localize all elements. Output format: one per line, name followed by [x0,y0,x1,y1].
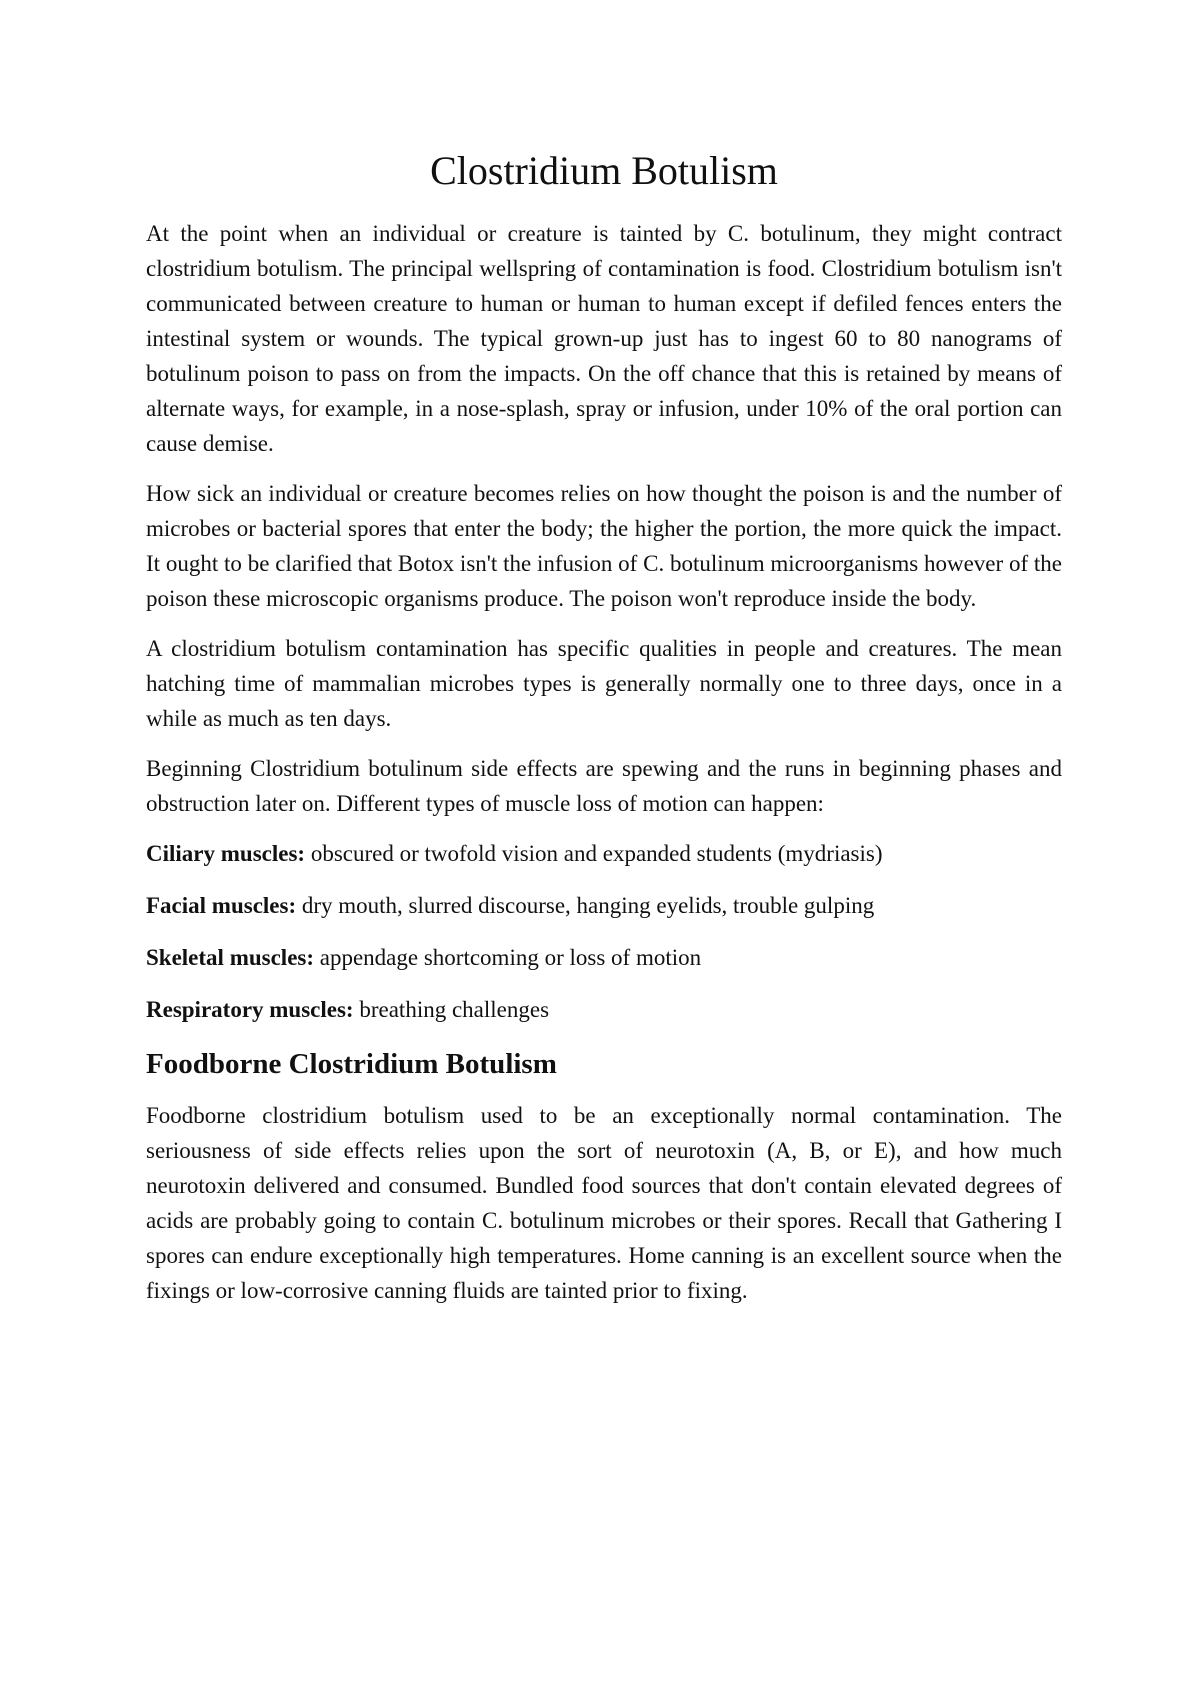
muscle-description: dry mouth, slurred discourse, hanging eyelids, trouble gulping [296,893,875,918]
paragraph-infection-overview: At the point when an individual or creature is tainted by C. botulinum, they might contract clostridium botulism. The principal wellspring of contamination is food. Clostridium botulism isn't communicated between creature to human or human to human except if defiled fences enters the intestinal system or wounds. The typical grown-up just has to ingest 60 to 80 nanograms of botulinum poison to pass on from the impacts. On the off chance that this is retained by means of alternate ways, for example, in a nose-splash, spray or infusion, under 10% of the oral portion can cause demise. [146,221,1062,456]
muscle-item-skeletal [146,940,1062,975]
muscle-label: Respiratory muscles: [146,997,354,1022]
muscle-label: Facial muscles: [146,893,297,918]
muscle-item-facial [146,888,1062,923]
document-title: Clostridium Botulism [430,148,778,193]
muscle-description: breathing challenges [353,997,550,1022]
paragraph-foodborne: Foodborne clostridium botulism used to be an exceptionally normal contamination. The seriousness of side effects relies upon the sort of neurotoxin (A, B, or E), and how much neurotoxin delivered and consumed. Bundled food sources that don't contain elevated degrees of acids are probably going to contain C. botulinum microbes or their spores. Recall that Gathering I spores can endure exceptionally high temperatures. Home canning is an excellent source when the fixings or low-corrosive canning fluids are tainted prior to fixing. [146,1103,1062,1303]
paragraph-symptoms: Beginning Clostridium botulinum side effects are spewing and the runs in beginning phases and obstruction later on. Different types of muscle loss of motion can happen: [146,756,1062,816]
muscle-label: Skeletal muscles: [146,945,315,970]
muscle-description: appendage shortcoming or loss of motion [314,945,702,970]
muscle-item-ciliary [146,836,1062,871]
muscle-label: Ciliary muscles: [146,841,306,866]
section-heading-foodborne: Foodborne Clostridium Botulism [146,1048,557,1080]
document-page [146,140,1062,1323]
paragraph-severity: How sick an individual or creature becomes relies on how thought the poison is and the number of microbes or bacterial spores that enter the body; the higher the portion, the more quick the impact. It ought to be clarified that Botox isn't the infusion of C. botulinum microorganisms however of the poison these microscopic organisms produce. The poison won't reproduce inside the body. [146,481,1062,611]
paragraph-incubation: A clostridium botulism contamination has specific qualities in people and creatures. The mean hatching time of mammalian microbes types is generally normally one to three days, once in a while as much as ten days. [146,636,1062,731]
muscle-item-respiratory [146,992,1062,1027]
muscle-description: obscured or twofold vision and expanded students (mydriasis) [305,841,883,866]
